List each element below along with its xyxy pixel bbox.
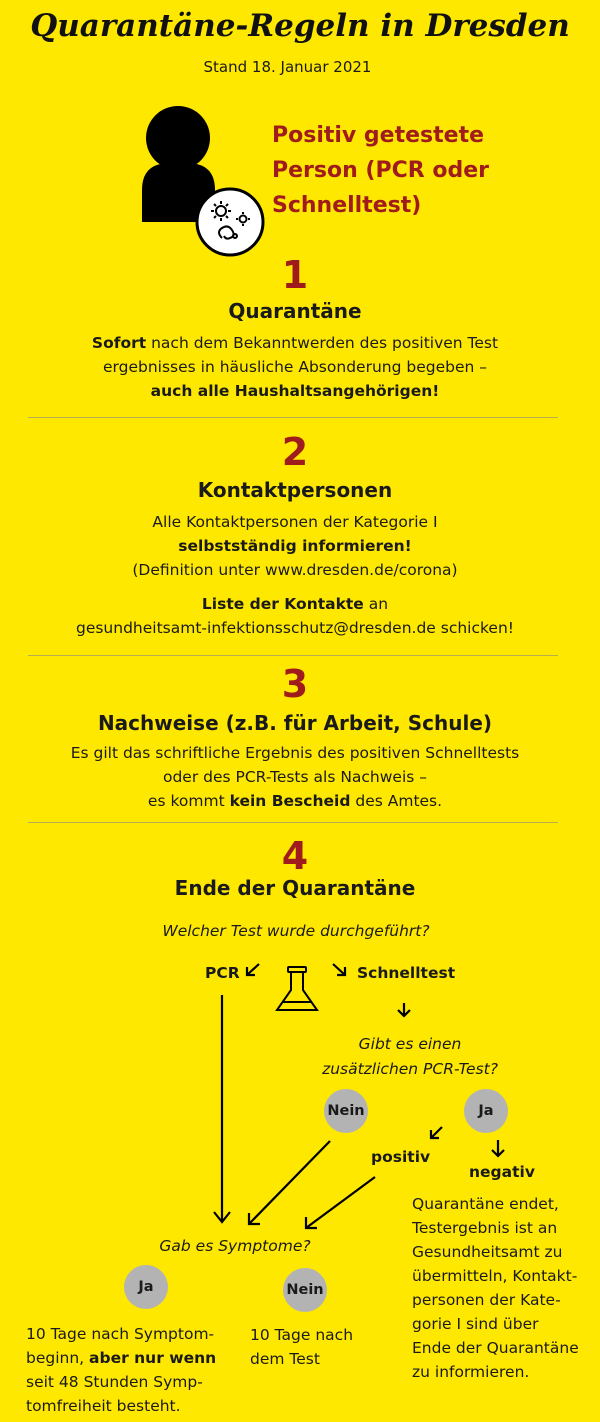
text: beginn, <box>26 1349 90 1367</box>
text: nach dem Bekanntwerden des positiven Test <box>146 334 499 352</box>
text: dem Test <box>250 1350 320 1368</box>
text: an <box>363 595 389 613</box>
text: des Amtes. <box>350 792 443 810</box>
text: Es gilt das schriftliche Ergebnis des positiven Schnelltests <box>70 744 520 762</box>
text: Quarantäne endet, <box>412 1195 559 1213</box>
section-number: 2 <box>281 430 309 474</box>
negativ-info <box>412 1192 597 1384</box>
question-pcr-test <box>290 1032 530 1082</box>
text: zusätzlichen PCR-Test? <box>322 1060 498 1078</box>
person-virus-icon <box>142 106 263 255</box>
bold-text: Sofort <box>91 334 147 352</box>
flask-icon <box>277 967 317 1010</box>
text: Alle Kontaktpersonen der Kategorie I <box>152 513 438 531</box>
header-line: Person (PCR oder <box>272 158 489 183</box>
text: gorie I sind über <box>412 1315 539 1333</box>
section-body <box>0 741 590 813</box>
text: (Definition unter www.dresden.de/corona) <box>132 561 458 579</box>
bold-text: auch alle Haushaltsangehörigen! <box>150 382 440 400</box>
divider <box>28 417 558 418</box>
nein-symptome-info <box>250 1323 390 1371</box>
text: oder des PCR-Tests als Nachweis – <box>162 768 428 786</box>
circle-nein: Nein <box>324 1089 368 1133</box>
bold-text: aber nur wenn <box>89 1349 217 1367</box>
header-line: Positiv getestete <box>272 123 485 148</box>
circle-nein-symptome: Nein <box>283 1268 327 1312</box>
label-schnelltest: Schnelltest <box>357 964 456 982</box>
text: Ende der Quarantäne <box>412 1339 579 1357</box>
label-positiv: positiv <box>371 1148 431 1166</box>
section-number: 4 <box>281 834 309 878</box>
section-heading: Kontaktpersonen <box>197 478 393 502</box>
text: 10 Tage nach <box>250 1326 354 1344</box>
text: Gibt es einen <box>358 1035 462 1053</box>
ja-symptome-info <box>26 1322 246 1418</box>
text: Gesundheitsamt zu <box>412 1243 563 1261</box>
question-symptome: Gab es Symptome? <box>159 1237 311 1255</box>
text: zu informieren. <box>412 1363 530 1381</box>
divider <box>28 655 558 656</box>
section-heading: Nachweise (z.B. für Arbeit, Schule) <box>97 711 493 735</box>
section-heading: Quarantäne <box>228 299 362 323</box>
text: personen der Kate- <box>412 1291 561 1309</box>
header-line: Schnelltest) <box>272 193 422 218</box>
section-body <box>0 510 590 640</box>
section-heading: Ende der Quarantäne <box>174 876 416 900</box>
text: übermitteln, Kontakt- <box>412 1267 578 1285</box>
text: seit 48 Stunden Symp- <box>26 1373 203 1391</box>
header-heading <box>272 118 592 223</box>
text: 10 Tage nach Symptom- <box>26 1325 215 1343</box>
question-test: Welcher Test wurde durchgeführt? <box>162 922 430 940</box>
circle-ja-symptome: Ja <box>124 1265 168 1309</box>
page-title: Quarantäne-Regeln in Dresden <box>30 8 570 44</box>
divider <box>28 822 558 823</box>
text: ergebnisses in häusliche Absonderung begeben – <box>103 358 487 376</box>
circle-ja: Ja <box>464 1089 508 1133</box>
bold-text: Liste der Kontakte <box>201 595 364 613</box>
date-label: Stand 18. Januar 2021 <box>203 58 372 76</box>
bold-text: kein Bescheid <box>229 792 351 810</box>
email-text: gesundheitsamt-infektionsschutz@dresden.de schicken! <box>75 619 514 637</box>
bold-text: selbstständig informieren! <box>178 537 412 555</box>
section-body <box>0 331 590 403</box>
text: es kommt <box>147 792 230 810</box>
text: tomfreiheit besteht. <box>26 1397 181 1415</box>
section-number: 3 <box>281 662 309 706</box>
label-pcr: PCR <box>205 964 240 982</box>
text: Testergebnis ist an <box>412 1219 558 1237</box>
label-negativ: negativ <box>469 1163 535 1181</box>
section-number: 1 <box>281 253 309 297</box>
